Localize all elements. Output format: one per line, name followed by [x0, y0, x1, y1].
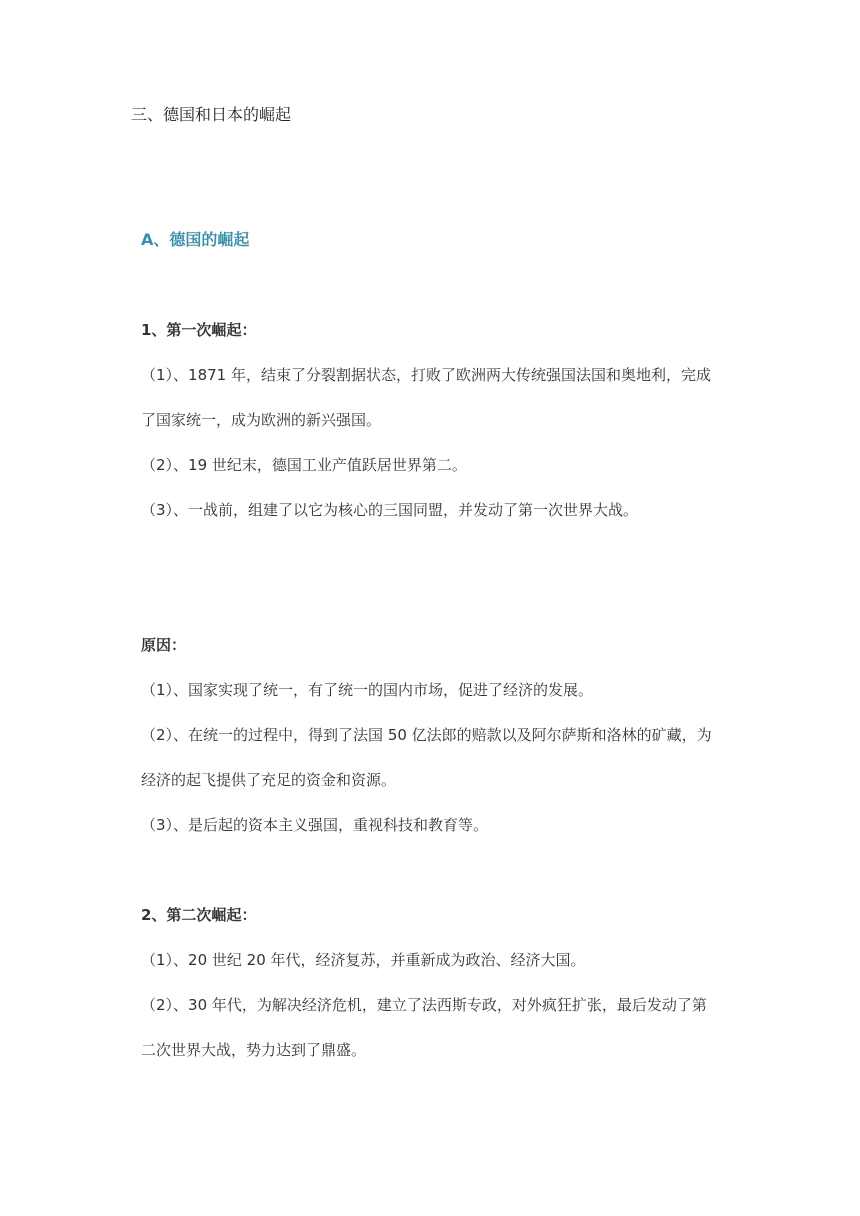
- reasons-heading: 原因：: [141, 636, 187, 654]
- first-rise-item-2: （2）、19 世纪末，德国工业产值跃居世界第二。: [141, 456, 467, 474]
- first-rise-item-3: （3）、一战前，组建了以它为核心的三国同盟，并发动了第一次世界大战。: [141, 501, 639, 519]
- reasons-item-1: （1）、国家实现了统一，有了统一的国内市场，促进了经济的发展。: [141, 681, 594, 699]
- first-rise-heading: 1、第一次崛起：: [141, 321, 257, 339]
- section-heading-germany: A、德国的崛起: [141, 230, 250, 249]
- second-rise-heading: 2、第二次崛起：: [141, 906, 257, 924]
- first-rise-item-1: （1）、1871 年，结束了分裂割据状态，打败了欧洲两大传统强国法国和奥地利，完成了国家统一，成为欧洲的新兴强国。: [141, 366, 711, 429]
- reasons-item-2: （2）、在统一的过程中，得到了法国 50 亿法郎的赔款以及阿尔萨斯和洛林的矿藏，为经济的起飞提供了充足的资金和资源。: [141, 726, 712, 789]
- second-rise-item-1: （1）、20 世纪 20 年代，经济复苏，并重新成为政治、经济大国。: [141, 951, 586, 969]
- page-title: 三、德国和日本的崛起: [131, 105, 292, 124]
- reasons-item-3: （3）、是后起的资本主义强国，重视科技和教育等。: [141, 816, 489, 834]
- second-rise-item-2: （2）、30 年代，为解决经济危机，建立了法西斯专政，对外疯狂扩张，最后发动了第二次世界大战，势力达到了鼎盛。: [141, 996, 707, 1059]
